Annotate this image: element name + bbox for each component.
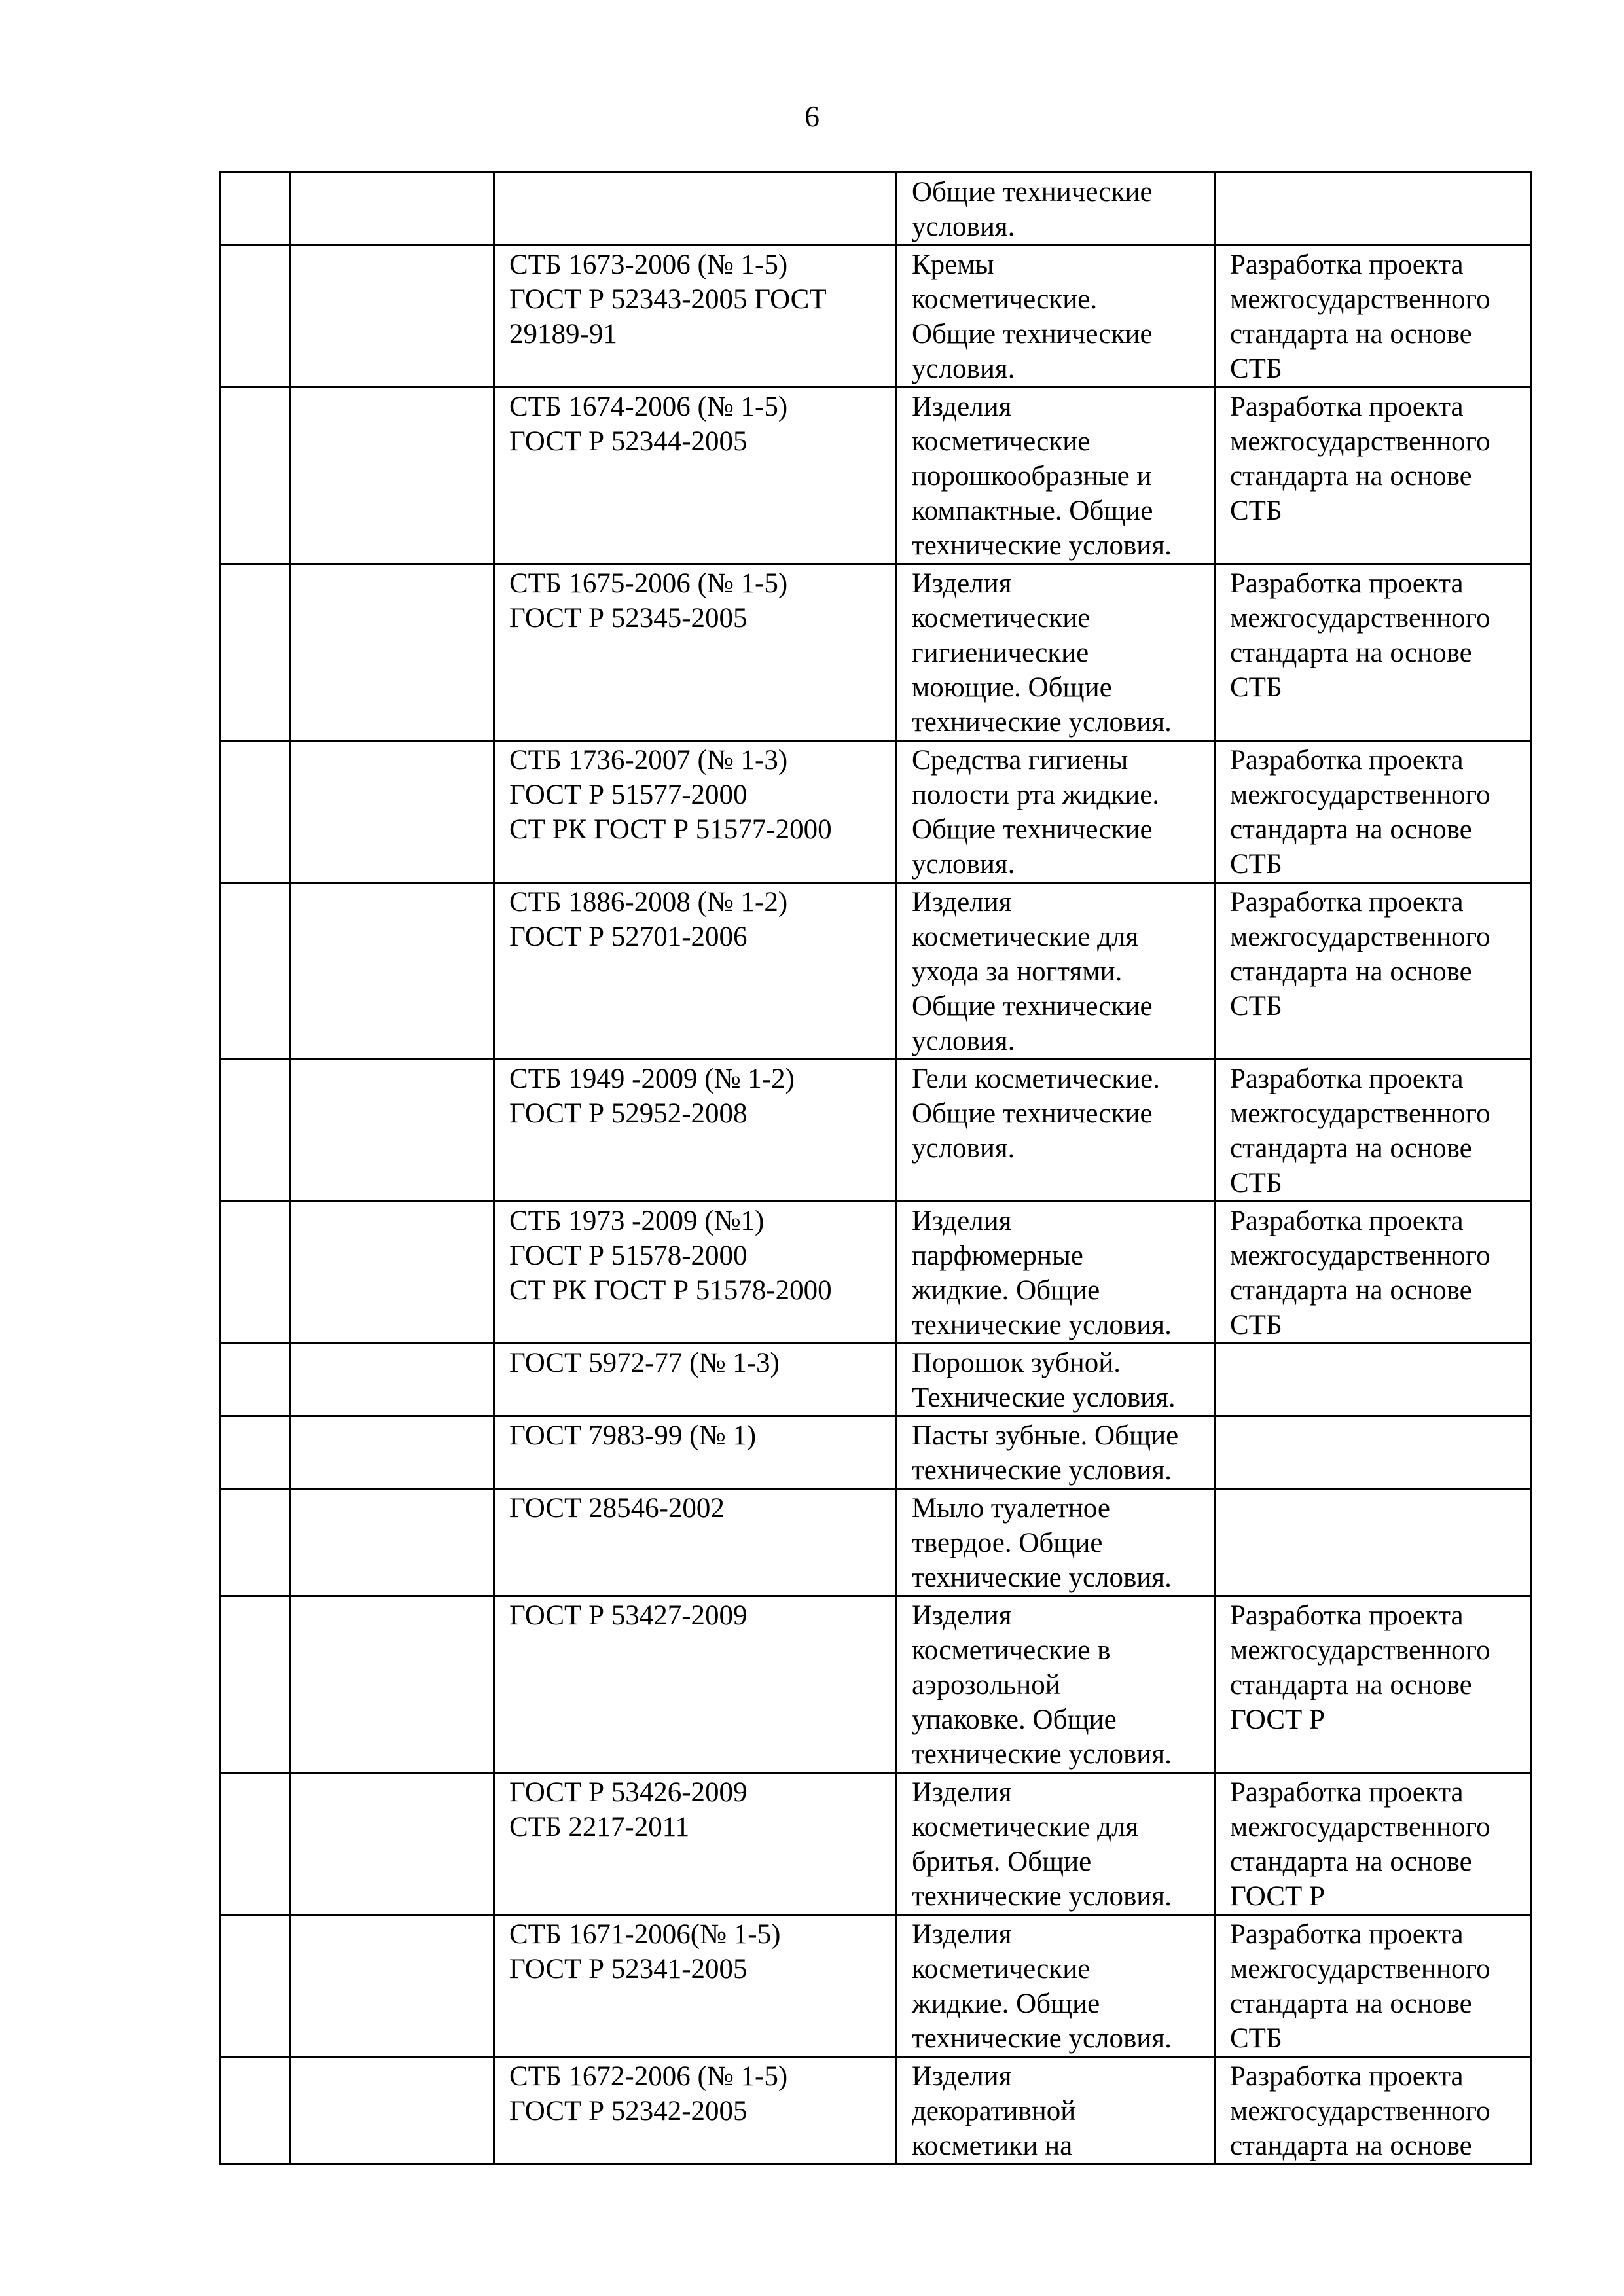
blank-col-2 xyxy=(290,741,494,883)
action-cell xyxy=(1215,1060,1532,1202)
standard-cell xyxy=(494,2057,897,2164)
standard-cell-line: СТБ 1973 -2009 (№1) xyxy=(509,1206,765,1236)
title-cell-line: Кремы xyxy=(912,249,994,280)
blank-col-1 xyxy=(220,564,290,741)
table-row xyxy=(220,741,1532,883)
table-row xyxy=(220,1416,1532,1489)
standard-cell-line: СТ РК ГОСТ Р 51578-2000 xyxy=(509,1275,832,1306)
standard-cell xyxy=(494,1344,897,1416)
title-cell-line: косметические. xyxy=(912,284,1098,315)
action-cell-line: межгосударственного xyxy=(1230,1240,1490,1271)
standard-cell-line: СТБ 2217-2011 xyxy=(509,1812,690,1842)
standard-cell-line: ГОСТ 7983-99 (№ 1) xyxy=(509,1420,757,1451)
title-cell xyxy=(897,1060,1215,1202)
title-cell xyxy=(897,245,1215,387)
title-cell-line: компактные. Общие xyxy=(912,495,1153,526)
blank-col-2 xyxy=(290,1202,494,1344)
title-cell-line: Общие технические xyxy=(912,1098,1153,1129)
action-cell-line: Разработка проекта xyxy=(1230,1600,1464,1631)
standard-cell xyxy=(494,173,897,245)
action-cell xyxy=(1215,2057,1532,2164)
standard-cell xyxy=(494,1489,897,1596)
action-cell xyxy=(1215,1596,1532,1773)
title-cell-line: Изделия xyxy=(912,2061,1012,2092)
blank-col-1 xyxy=(220,1416,290,1489)
standard-cell xyxy=(494,1773,897,1915)
title-cell-line: гигиенические xyxy=(912,637,1089,668)
title-cell-line: Средства гигиены xyxy=(912,745,1128,776)
action-cell-line: СТБ xyxy=(1230,495,1282,526)
title-cell-line: ухода за ногтями. xyxy=(912,956,1123,987)
blank-col-1 xyxy=(220,1060,290,1202)
standard-cell-line: ГОСТ 28546-2002 xyxy=(509,1493,725,1524)
title-cell-line: Изделия xyxy=(912,1206,1012,1236)
title-cell-line: условия. xyxy=(912,353,1015,384)
blank-col-1 xyxy=(220,1344,290,1416)
title-cell xyxy=(897,1489,1215,1596)
standard-cell xyxy=(494,1416,897,1489)
table-row xyxy=(220,1060,1532,1202)
title-cell-line: Общие технические xyxy=(912,991,1153,1022)
title-cell xyxy=(897,387,1215,564)
standards-table xyxy=(219,171,1532,2165)
action-cell-line: стандарта на основе xyxy=(1230,1275,1472,1306)
action-cell-line: СТБ xyxy=(1230,991,1282,1022)
action-cell-line: стандарта на основе xyxy=(1230,1670,1472,1700)
blank-col-2 xyxy=(290,883,494,1060)
action-cell-line: межгосударственного xyxy=(1230,2096,1490,2126)
blank-col-1 xyxy=(220,245,290,387)
blank-col-2 xyxy=(290,1344,494,1416)
standard-cell xyxy=(494,387,897,564)
action-cell-line: Разработка проекта xyxy=(1230,745,1464,776)
standard-cell-line: СТ РК ГОСТ Р 51577-2000 xyxy=(509,814,832,845)
standard-cell-line: 29189-91 xyxy=(509,319,617,350)
title-cell-line: жидкие. Общие xyxy=(912,1275,1100,1306)
blank-col-1 xyxy=(220,173,290,245)
standard-cell-line: СТБ 1673-2006 (№ 1-5) xyxy=(509,249,788,280)
standard-cell-line: СТБ 1886-2008 (№ 1-2) xyxy=(509,887,788,918)
title-cell-line: технические условия. xyxy=(912,707,1172,738)
action-cell xyxy=(1215,1202,1532,1344)
title-cell-line: косметические для xyxy=(912,922,1139,952)
standard-cell-line: СТБ 1672-2006 (№ 1-5) xyxy=(509,2061,788,2092)
blank-col-2 xyxy=(290,1416,494,1489)
standard-cell-line: СТБ 1671-2006(№ 1-5) xyxy=(509,1919,781,1950)
blank-col-1 xyxy=(220,387,290,564)
blank-col-2 xyxy=(290,1060,494,1202)
blank-col-1 xyxy=(220,2057,290,2164)
action-cell xyxy=(1215,245,1532,387)
title-cell-line: Гели косметические. xyxy=(912,1064,1160,1094)
action-cell-line: ГОСТ Р xyxy=(1230,1881,1325,1912)
title-cell-line: условия. xyxy=(912,1026,1015,1056)
title-cell xyxy=(897,1416,1215,1489)
action-cell xyxy=(1215,1915,1532,2057)
title-cell-line: Технические условия. xyxy=(912,1382,1176,1413)
action-cell-line: Разработка проекта xyxy=(1230,1206,1464,1236)
action-cell-line: стандарта на основе xyxy=(1230,637,1472,668)
title-cell xyxy=(897,741,1215,883)
action-cell-line: Разработка проекта xyxy=(1230,391,1464,422)
table-row xyxy=(220,1489,1532,1596)
standard-cell-line: СТБ 1736-2007 (№ 1-3) xyxy=(509,745,788,776)
action-cell-line: межгосударственного xyxy=(1230,1812,1490,1842)
standard-cell-line: ГОСТ Р 53426-2009 xyxy=(509,1777,748,1808)
table-row xyxy=(220,1202,1532,1344)
title-cell-line: косметические xyxy=(912,1954,1091,1984)
action-cell xyxy=(1215,741,1532,883)
title-cell-line: косметики на xyxy=(912,2130,1073,2161)
title-cell-line: Изделия xyxy=(912,1600,1012,1631)
standard-cell-line: ГОСТ Р 52701-2006 xyxy=(509,922,748,952)
title-cell-line: технические условия. xyxy=(912,1562,1172,1593)
title-cell-line: Общие технические xyxy=(912,814,1153,845)
standard-cell-line: ГОСТ Р 52952-2008 xyxy=(509,1098,748,1129)
blank-col-1 xyxy=(220,883,290,1060)
title-cell-line: декоративной xyxy=(912,2096,1076,2126)
action-cell-line: СТБ xyxy=(1230,1168,1282,1198)
action-cell-line: Разработка проекта xyxy=(1230,1919,1464,1950)
blank-col-2 xyxy=(290,2057,494,2164)
action-cell-line: ГОСТ Р xyxy=(1230,1704,1325,1735)
title-cell-line: условия. xyxy=(912,1133,1015,1164)
action-cell-line: Разработка проекта xyxy=(1230,2061,1464,2092)
title-cell-line: моющие. Общие xyxy=(912,672,1112,703)
action-cell-line: Разработка проекта xyxy=(1230,1064,1464,1094)
action-cell-line: стандарта на основе xyxy=(1230,461,1472,492)
title-cell-line: твердое. Общие xyxy=(912,1528,1103,1558)
standard-cell xyxy=(494,564,897,741)
title-cell-line: косметические для xyxy=(912,1812,1139,1842)
title-cell xyxy=(897,173,1215,245)
title-cell-line: технические условия. xyxy=(912,1310,1172,1340)
standard-cell xyxy=(494,1915,897,2057)
title-cell-line: косметические xyxy=(912,603,1091,634)
action-cell-line: СТБ xyxy=(1230,672,1282,703)
title-cell xyxy=(897,1202,1215,1344)
title-cell xyxy=(897,2057,1215,2164)
title-cell xyxy=(897,1596,1215,1773)
standard-cell-line: ГОСТ Р 52341-2005 xyxy=(509,1954,748,1984)
action-cell xyxy=(1215,564,1532,741)
title-cell xyxy=(897,1344,1215,1416)
action-cell-line: СТБ xyxy=(1230,1310,1282,1340)
title-cell-line: аэрозольной xyxy=(912,1670,1060,1700)
title-cell-line: технические условия. xyxy=(912,530,1172,561)
blank-col-1 xyxy=(220,1489,290,1596)
title-cell-line: косметические xyxy=(912,426,1091,457)
blank-col-2 xyxy=(290,1596,494,1773)
standard-cell-line: ГОСТ Р 51577-2000 xyxy=(509,780,748,810)
table-row xyxy=(220,1773,1532,1915)
title-cell-line: технические условия. xyxy=(912,2023,1172,2054)
standard-cell xyxy=(494,1060,897,1202)
title-cell-line: Изделия xyxy=(912,391,1012,422)
action-cell-line: стандарта на основе xyxy=(1230,814,1472,845)
title-cell-line: технические условия. xyxy=(912,1881,1172,1912)
standard-cell-line: ГОСТ Р 52342-2005 xyxy=(509,2096,748,2126)
title-cell-line: Порошок зубной. xyxy=(912,1348,1121,1378)
title-cell-line: Изделия xyxy=(912,1919,1012,1950)
title-cell xyxy=(897,883,1215,1060)
title-cell-line: Пасты зубные. Общие xyxy=(912,1420,1179,1451)
blank-col-1 xyxy=(220,1202,290,1344)
action-cell xyxy=(1215,387,1532,564)
blank-col-1 xyxy=(220,741,290,883)
action-cell-line: СТБ xyxy=(1230,2023,1282,2054)
title-cell-line: Общие технические xyxy=(912,177,1153,207)
title-cell-line: Изделия xyxy=(912,1777,1012,1808)
table-row xyxy=(220,387,1532,564)
action-cell xyxy=(1215,1489,1532,1596)
action-cell-line: стандарта на основе xyxy=(1230,1846,1472,1877)
title-cell-line: Изделия xyxy=(912,568,1012,599)
title-cell-line: порошкообразные и xyxy=(912,461,1152,492)
action-cell-line: межгосударственного xyxy=(1230,922,1490,952)
action-cell-line: Разработка проекта xyxy=(1230,249,1464,280)
standard-cell xyxy=(494,1596,897,1773)
action-cell-line: стандарта на основе xyxy=(1230,319,1472,350)
standard-cell-line: ГОСТ Р 52344-2005 xyxy=(509,426,748,457)
action-cell-line: СТБ xyxy=(1230,849,1282,880)
action-cell-line: межгосударственного xyxy=(1230,284,1490,315)
action-cell-line: стандарта на основе xyxy=(1230,1988,1472,2019)
action-cell xyxy=(1215,883,1532,1060)
action-cell-line: Разработка проекта xyxy=(1230,1777,1464,1808)
table-row xyxy=(220,1344,1532,1416)
action-cell xyxy=(1215,1773,1532,1915)
action-cell-line: межгосударственного xyxy=(1230,603,1490,634)
title-cell-line: бритья. Общие xyxy=(912,1846,1092,1877)
standard-cell-line: СТБ 1674-2006 (№ 1-5) xyxy=(509,391,788,422)
standard-cell-line: СТБ 1675-2006 (№ 1-5) xyxy=(509,568,788,599)
table-row xyxy=(220,1915,1532,2057)
action-cell-line: межгосударственного xyxy=(1230,780,1490,810)
table-row xyxy=(220,2057,1532,2164)
blank-col-2 xyxy=(290,1489,494,1596)
title-cell-line: Общие технические xyxy=(912,319,1153,350)
table-row xyxy=(220,1596,1532,1773)
action-cell-line: межгосударственного xyxy=(1230,1635,1490,1666)
standard-cell-line: ГОСТ Р 51578-2000 xyxy=(509,1240,748,1271)
title-cell xyxy=(897,1773,1215,1915)
blank-col-2 xyxy=(290,245,494,387)
title-cell-line: парфюмерные xyxy=(912,1240,1083,1271)
title-cell-line: упаковке. Общие xyxy=(912,1704,1117,1735)
table-row xyxy=(220,564,1532,741)
title-cell-line: технические условия. xyxy=(912,1455,1172,1486)
standard-cell xyxy=(494,245,897,387)
standard-cell-line: ГОСТ Р 52343-2005 ГОСТ xyxy=(509,284,827,315)
action-cell-line: стандарта на основе xyxy=(1230,2130,1472,2161)
action-cell-line: межгосударственного xyxy=(1230,1098,1490,1129)
standard-cell-line: СТБ 1949 -2009 (№ 1-2) xyxy=(509,1064,795,1094)
title-cell-line: условия. xyxy=(912,849,1015,880)
blank-col-2 xyxy=(290,173,494,245)
title-cell-line: Изделия xyxy=(912,887,1012,918)
blank-col-1 xyxy=(220,1596,290,1773)
title-cell-line: косметические в xyxy=(912,1635,1111,1666)
action-cell xyxy=(1215,1344,1532,1416)
action-cell xyxy=(1215,173,1532,245)
table-row xyxy=(220,173,1532,245)
standard-cell xyxy=(494,741,897,883)
blank-col-2 xyxy=(290,564,494,741)
title-cell-line: технические условия. xyxy=(912,1739,1172,1770)
blank-col-1 xyxy=(220,1915,290,2057)
standard-cell-line: ГОСТ Р 53427-2009 xyxy=(509,1600,748,1631)
title-cell xyxy=(897,564,1215,741)
standard-cell-line: ГОСТ Р 52345-2005 xyxy=(509,603,748,634)
action-cell-line: Разработка проекта xyxy=(1230,568,1464,599)
standard-cell xyxy=(494,1202,897,1344)
blank-col-2 xyxy=(290,1915,494,2057)
title-cell-line: полости рта жидкие. xyxy=(912,780,1160,810)
action-cell-line: межгосударственного xyxy=(1230,1954,1490,1984)
page-number: 6 xyxy=(804,99,820,133)
action-cell xyxy=(1215,1416,1532,1489)
action-cell-line: межгосударственного xyxy=(1230,426,1490,457)
action-cell-line: СТБ xyxy=(1230,353,1282,384)
title-cell xyxy=(897,1915,1215,2057)
title-cell-line: жидкие. Общие xyxy=(912,1988,1100,2019)
action-cell-line: стандарта на основе xyxy=(1230,1133,1472,1164)
table-row xyxy=(220,883,1532,1060)
standard-cell xyxy=(494,883,897,1060)
title-cell-line: условия. xyxy=(912,211,1015,242)
action-cell-line: стандарта на основе xyxy=(1230,956,1472,987)
blank-col-2 xyxy=(290,1773,494,1915)
title-cell-line: Мыло туалетное xyxy=(912,1493,1110,1524)
standard-cell-line: ГОСТ 5972-77 (№ 1-3) xyxy=(509,1348,780,1378)
blank-col-1 xyxy=(220,1773,290,1915)
table-row xyxy=(220,245,1532,387)
action-cell-line: Разработка проекта xyxy=(1230,887,1464,918)
blank-col-2 xyxy=(290,387,494,564)
